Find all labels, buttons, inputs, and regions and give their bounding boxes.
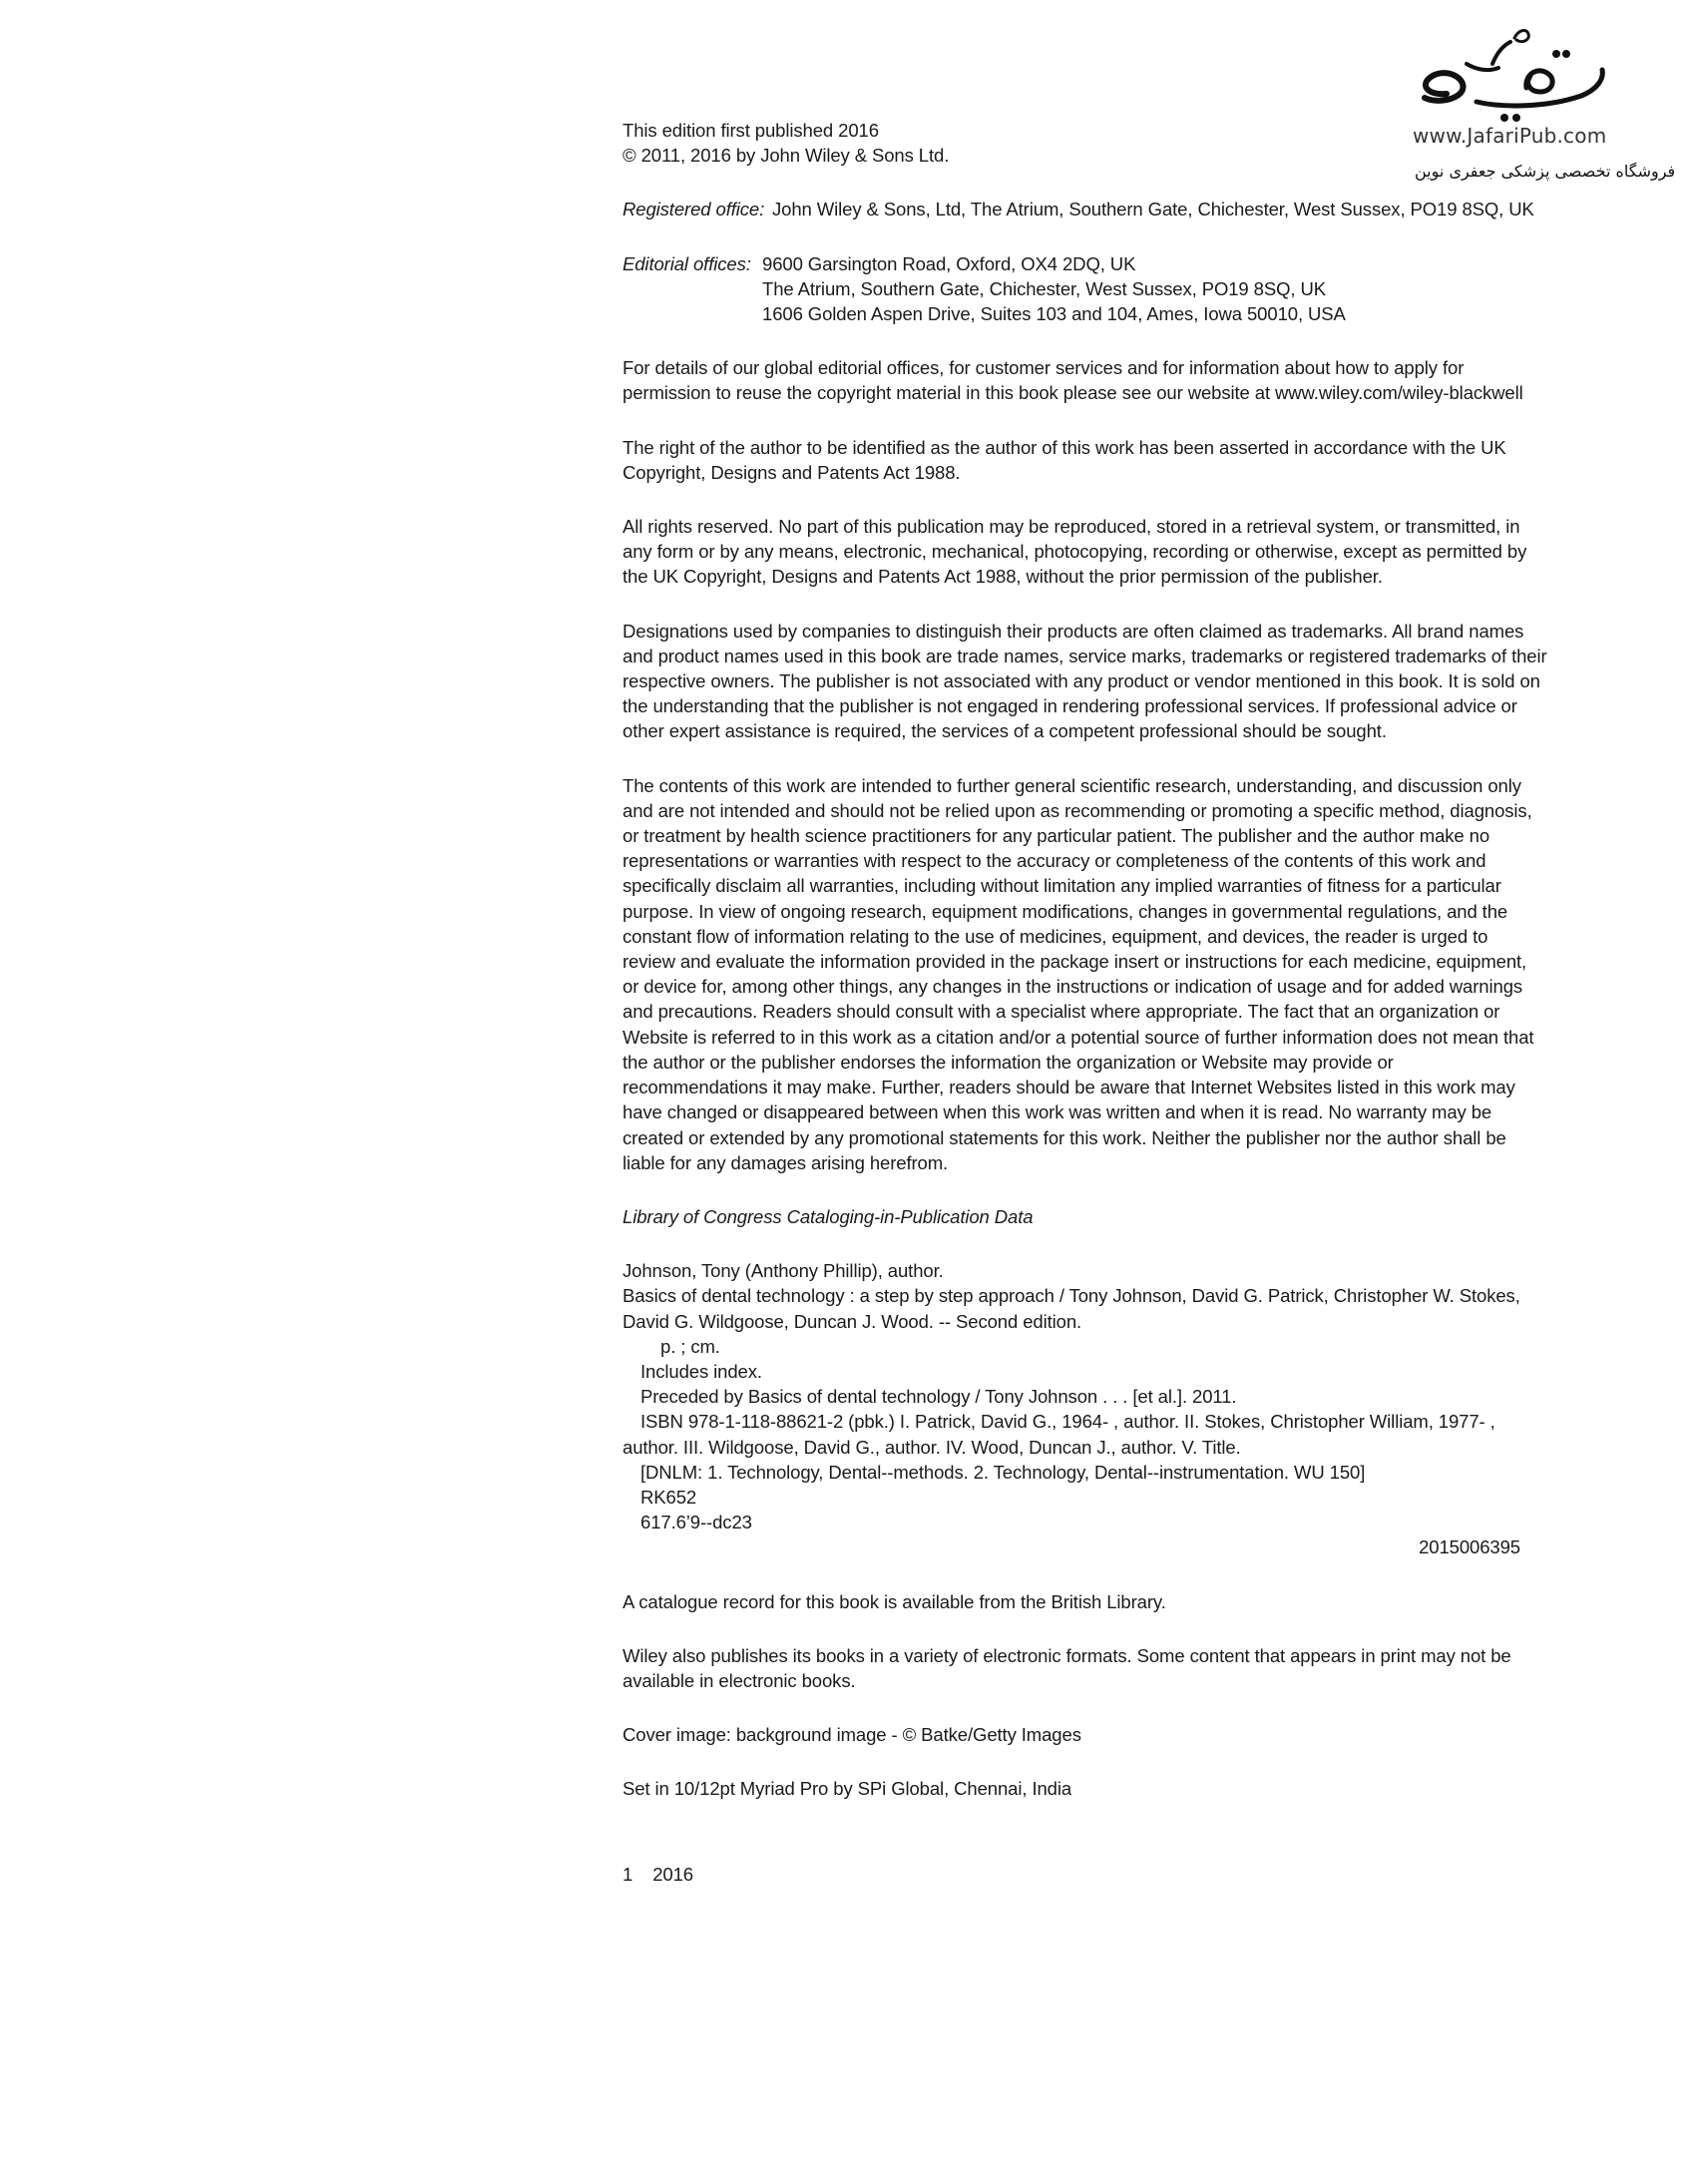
paragraph-line: have changed or disappeared between when this work was written and when it is read. No warranty may be: [623, 1101, 1492, 1123]
printing-year: 2016: [652, 1863, 693, 1885]
cip-isbn: ISBN 978-1-118-88621-2 (pbk.) I. Patrick, David G., 1964- , author. II. Stokes, Christopher William, 1977- ,: [640, 1411, 1495, 1433]
paragraph-line: representations or warranties with respect to the accuracy or completeness of the contents of this work and: [623, 850, 1486, 872]
paragraph-line: and are not intended and should not be relied upon as recommending or promoting a specific method, diagnosis,: [623, 799, 1532, 821]
paragraph-line: respective owners. The publisher is not associated with any product or vendor mentioned in this book. It is sold on: [623, 670, 1540, 692]
trademarks-paragraph: [623, 619, 1560, 744]
editorial-office-address: The Atrium, Southern Gate, Chichester, West Sussex, PO19 8SQ, UK: [762, 277, 1326, 299]
cip-classification: 617.6’9--dc23: [640, 1512, 752, 1533]
logo-url: www.JafariPub.com: [1413, 124, 1607, 148]
cip-note: Preceded by Basics of dental technology / Tony Johnson . . . [et al.]. 2011.: [640, 1386, 1237, 1408]
paragraph-line: or device for, among other things, any changes in the instructions or indication of usage and for added warnings: [623, 976, 1523, 998]
cover-credit: [623, 1722, 1560, 1747]
cip-record: [623, 1258, 1560, 1559]
paragraph-line: the UK Copyright, Designs and Patents Act 1988, without the prior permission of the publisher.: [623, 566, 1383, 588]
paragraph-line: created or extended by any promotional statements for this work. Neither the publisher nor the author shall be: [623, 1126, 1506, 1148]
typesetting-note: [623, 1776, 1560, 1801]
paragraph-line: Copyright, Designs and Patents Act 1988.: [623, 461, 961, 483]
registered-office: [623, 197, 1560, 221]
paragraph-line: liable for any damages arising herefrom.: [623, 1151, 949, 1173]
cip-classification: [DNLM: 1. Technology, Dental--methods. 2. Technology, Dental--instrumentation. WU 150]: [640, 1461, 1366, 1483]
registered-office-label: Registered office:: [623, 199, 765, 220]
editorial-office-address: 9600 Garsington Road, Oxford, OX4 2DQ, UK: [762, 252, 1136, 274]
cip-physical: p. ; cm.: [660, 1335, 720, 1357]
moral-rights-paragraph: [623, 435, 1560, 485]
paragraph-line: Set in 10/12pt Myriad Pro by SPi Global, Chennai, India: [623, 1778, 1072, 1800]
paragraph-line: A catalogue record for this book is available from the British Library.: [623, 1590, 1166, 1612]
paragraph-line: Website is referred to in this work as a citation and/or a potential source of further information does not mean that: [623, 1026, 1534, 1048]
calligraphy-logo-icon: [1407, 24, 1626, 124]
electronic-formats-note: [623, 1643, 1560, 1693]
cip-classification: RK652: [640, 1486, 697, 1508]
paragraph-line: Designations used by companies to distinguish their products are often claimed as trademarks. All brand names: [623, 620, 1524, 642]
paragraph-line: Wiley also publishes its books in a variety of electronic formats. Some content that appears in print may not be: [623, 1644, 1511, 1666]
british-library-note: [623, 1589, 1560, 1614]
cip-heading: Library of Congress Cataloging-in-Publication Data: [623, 1205, 1034, 1227]
printing-line: [623, 1862, 1560, 1887]
copyright-line: © 2011, 2016 by John Wiley & Sons Ltd.: [623, 145, 950, 167]
paragraph-line: and product names used in this book are trade names, service marks, trademarks or registered trademarks of their: [623, 645, 1547, 666]
paragraph-line: For details of our global editorial offices, for customer services and for information about how to apply for: [623, 357, 1465, 379]
paragraph-line: review and evaluate the information provided in the package insert or instructions for each medicine, equipment,: [623, 951, 1527, 973]
cip-lccn: 2015006395: [1419, 1536, 1520, 1558]
cip-title: David G. Wildgoose, Duncan J. Wood. -- Second edition.: [623, 1310, 1082, 1332]
impression-number: 1: [623, 1863, 634, 1885]
page-content: [623, 118, 1560, 1887]
editorial-offices: [623, 251, 1560, 327]
paragraph-line: and precautions. Readers should consult with a specialist where appropriate. The fact that an organization or: [623, 1001, 1500, 1023]
cip-author: Johnson, Tony (Anthony Phillip), author.: [623, 1260, 944, 1282]
cip-heading-block: [623, 1204, 1560, 1229]
paragraph-line: Cover image: background image - © Batke/Getty Images: [623, 1724, 1081, 1746]
paragraph-line: any form or by any means, electronic, mechanical, photocopying, recording or otherwise, except as permitted by: [623, 541, 1527, 563]
paragraph-line: the author or the publisher endorses the information the organization or Website may provide or: [623, 1051, 1394, 1073]
rights-reserved-paragraph: [623, 514, 1560, 590]
cip-title: Basics of dental technology : a step by step approach / Tony Johnson, David G. Patrick, Christopher W. Stokes,: [623, 1285, 1520, 1307]
disclaimer-paragraph: [623, 773, 1560, 1175]
paragraph-line: the understanding that the publisher is not engaged in rendering professional services. If professional advice or: [623, 695, 1517, 717]
paragraph-line: recommendations it may make. Further, readers should be aware that Internet Websites listed in this work may: [623, 1077, 1515, 1098]
paragraph-line: constant flow of information relating to the use of medicines, equipment, and devices, the reader is urged to: [623, 925, 1488, 947]
registered-office-address: John Wiley & Sons, Ltd, The Atrium, Southern Gate, Chichester, West Sussex, PO19 8SQ, UK: [772, 199, 1534, 220]
paragraph-line: The contents of this work are intended to further general scientific research, understanding, and discussion only: [623, 774, 1521, 796]
editorial-offices-label: Editorial offices:: [623, 252, 751, 274]
paragraph-line: available in electronic books.: [623, 1669, 856, 1691]
paragraph-line: The right of the author to be identified as the author of this work has been asserted in accordance with the UK: [623, 436, 1506, 458]
paragraph-line: All rights reserved. No part of this publication may be reproduced, stored in a retrieval system, or transmitted, in: [623, 516, 1520, 538]
edition-block: [623, 118, 1560, 168]
cip-note: Includes index.: [640, 1360, 762, 1382]
paragraph-line: permission to reuse the copyright material in this book please see our website at www.wiley.com/wiley-blackwell: [623, 382, 1523, 404]
editorial-office-address: 1606 Golden Aspen Drive, Suites 103 and 104, Ames, Iowa 50010, USA: [762, 303, 1346, 325]
paragraph-line: other expert assistance is required, the services of a competent professional should be sought.: [623, 720, 1387, 742]
logo-tagline: فروشگاه تخصصی پزشکی جعفری نوین: [1415, 162, 1676, 181]
paragraph-line: specifically disclaim all warranties, including without limitation any implied warranties of fitness for a particular: [623, 875, 1501, 897]
cip-isbn: author. III. Wildgoose, David G., author. IV. Wood, Duncan J., author. V. Title.: [623, 1436, 1241, 1458]
paragraph-line: or treatment by health science practitioners for any particular patient. The publisher and the author make no: [623, 825, 1490, 847]
paragraph-line: purpose. In view of ongoing research, equipment modifications, changes in governmental regulations, and the: [623, 900, 1508, 922]
edition-line: This edition first published 2016: [623, 120, 879, 141]
details-paragraph: [623, 355, 1560, 405]
